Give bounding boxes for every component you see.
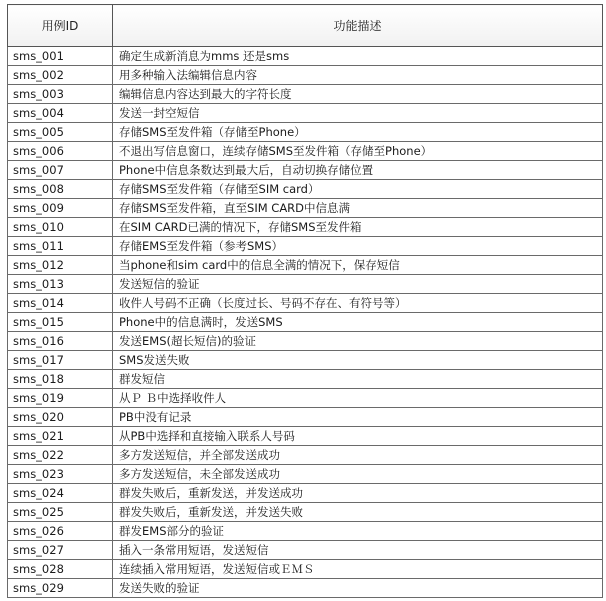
- description-cell: Phone中的信息满时，发送SMS: [113, 313, 603, 332]
- table-row: [8, 199, 603, 218]
- table-row: [8, 218, 603, 237]
- description-cell: 多方发送短信，并全部发送成功: [113, 446, 603, 465]
- table-row: [8, 427, 603, 446]
- description-cell: 发送EMS(超长短信)的验证: [113, 332, 603, 351]
- description-cell: 发送短信的验证: [113, 275, 603, 294]
- test-case-table: [7, 4, 603, 598]
- description-cell: PB中没有记录: [113, 408, 603, 427]
- description-cell: 发送失败的验证: [113, 579, 603, 598]
- case-id-cell: sms_014: [8, 294, 113, 313]
- table-row: [8, 503, 603, 522]
- case-id-cell: sms_017: [8, 351, 113, 370]
- case-id-cell: sms_007: [8, 161, 113, 180]
- description-cell: 编辑信息内容达到最大的字符长度: [113, 85, 603, 104]
- table-row: [8, 370, 603, 389]
- table-row: [8, 465, 603, 484]
- case-id-cell: sms_012: [8, 256, 113, 275]
- case-id-cell: sms_009: [8, 199, 113, 218]
- case-id-cell: sms_021: [8, 427, 113, 446]
- case-id-cell: sms_001: [8, 47, 113, 66]
- description-cell: SMS发送失败: [113, 351, 603, 370]
- table-row: [8, 484, 603, 503]
- table-row: [8, 389, 603, 408]
- case-id-cell: sms_020: [8, 408, 113, 427]
- test-case-table-container: [7, 4, 602, 598]
- case-id-cell: sms_023: [8, 465, 113, 484]
- case-id-cell: sms_006: [8, 142, 113, 161]
- case-id-cell: sms_010: [8, 218, 113, 237]
- description-cell: Phone中信息条数达到最大后，自动切换存储位置: [113, 161, 603, 180]
- table-row: [8, 85, 603, 104]
- header-description: 功能描述: [113, 5, 603, 47]
- description-cell: 多方发送短信，未全部发送成功: [113, 465, 603, 484]
- case-id-cell: sms_028: [8, 560, 113, 579]
- description-cell: 确定生成新消息为mms 还是sms: [113, 47, 603, 66]
- case-id-cell: sms_002: [8, 66, 113, 85]
- case-id-cell: sms_024: [8, 484, 113, 503]
- description-cell: 从PB中选择和直接输入联系人号码: [113, 427, 603, 446]
- table-row: [8, 541, 603, 560]
- case-id-cell: sms_026: [8, 522, 113, 541]
- table-row: [8, 104, 603, 123]
- table-row: [8, 351, 603, 370]
- case-id-cell: sms_025: [8, 503, 113, 522]
- table-row: [8, 47, 603, 66]
- table-row: [8, 142, 603, 161]
- table-row: [8, 579, 603, 598]
- table-row: [8, 522, 603, 541]
- table-row: [8, 161, 603, 180]
- table-row: [8, 237, 603, 256]
- description-cell: 群发短信: [113, 370, 603, 389]
- description-cell: 在SIM CARD已满的情况下，存储SMS至发件箱: [113, 218, 603, 237]
- description-cell: 发送一封空短信: [113, 104, 603, 123]
- table-row: [8, 560, 603, 579]
- table-row: [8, 408, 603, 427]
- description-cell: 当phone和sim card中的信息全满的情况下，保存短信: [113, 256, 603, 275]
- header-case-id: 用例ID: [8, 5, 113, 47]
- description-cell: 群发EMS部分的验证: [113, 522, 603, 541]
- table-row: [8, 66, 603, 85]
- description-cell: 存储SMS至发件箱（存储至Phone）: [113, 123, 603, 142]
- case-id-cell: sms_015: [8, 313, 113, 332]
- description-cell: 收件人号码不正确（长度过长、号码不存在、有符号等）: [113, 294, 603, 313]
- case-id-cell: sms_019: [8, 389, 113, 408]
- case-id-cell: sms_027: [8, 541, 113, 560]
- table-row: [8, 446, 603, 465]
- case-id-cell: sms_005: [8, 123, 113, 142]
- table-row: [8, 294, 603, 313]
- case-id-cell: sms_013: [8, 275, 113, 294]
- case-id-cell: sms_018: [8, 370, 113, 389]
- description-cell: 存储SMS至发件箱，直至SIM CARD中信息满: [113, 199, 603, 218]
- description-cell: 存储SMS至发件箱（存储至SIM card）: [113, 180, 603, 199]
- table-body: [8, 47, 603, 598]
- case-id-cell: sms_029: [8, 579, 113, 598]
- table-row: [8, 313, 603, 332]
- description-cell: 群发失败后，重新发送，并发送失败: [113, 503, 603, 522]
- description-cell: 从Ｐ Ｂ中选择收件人: [113, 389, 603, 408]
- description-cell: 插入一条常用短语，发送短信: [113, 541, 603, 560]
- description-cell: 用多种输入法编辑信息内容: [113, 66, 603, 85]
- description-cell: 不退出写信息窗口，连续存储SMS至发件箱（存储至Phone）: [113, 142, 603, 161]
- description-cell: 连续插入常用短语，发送短信或ＥＭＳ: [113, 560, 603, 579]
- case-id-cell: sms_004: [8, 104, 113, 123]
- case-id-cell: sms_011: [8, 237, 113, 256]
- description-cell: 存储EMS至发件箱（参考SMS）: [113, 237, 603, 256]
- table-row: [8, 123, 603, 142]
- case-id-cell: sms_008: [8, 180, 113, 199]
- table-header-row: [8, 5, 603, 47]
- table-row: [8, 332, 603, 351]
- table-row: [8, 256, 603, 275]
- table-row: [8, 180, 603, 199]
- table-row: [8, 275, 603, 294]
- case-id-cell: sms_022: [8, 446, 113, 465]
- case-id-cell: sms_003: [8, 85, 113, 104]
- description-cell: 群发失败后，重新发送，并发送成功: [113, 484, 603, 503]
- case-id-cell: sms_016: [8, 332, 113, 351]
